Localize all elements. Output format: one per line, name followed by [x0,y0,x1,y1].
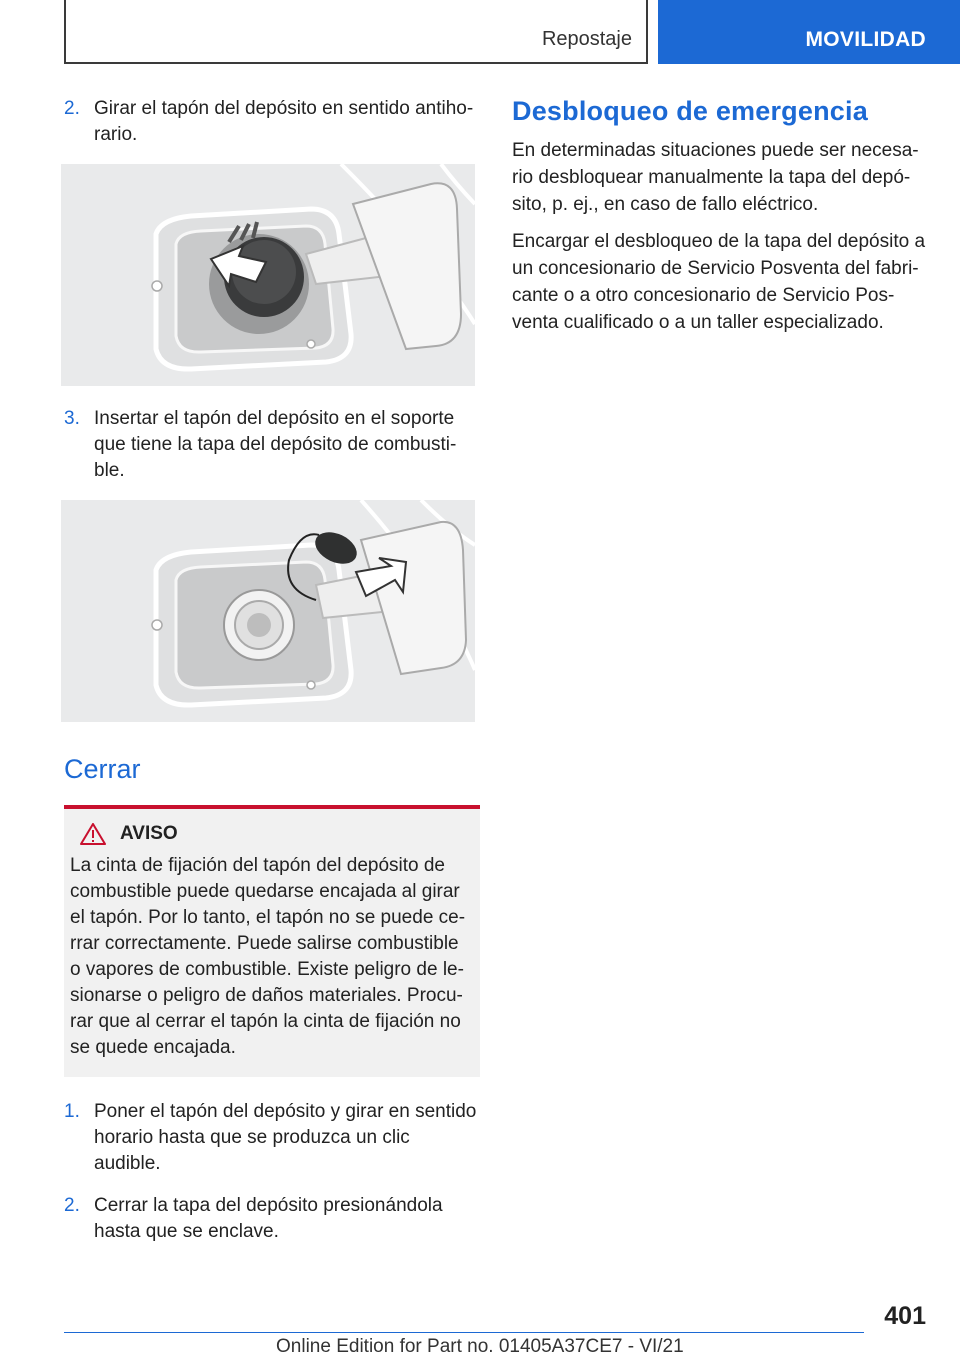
step-text: Girar el tapón del depósito en sentido antiho- rario. [94,98,474,145]
section-heading-emergency: Desbloqueo de emergencia [512,96,868,126]
footer-edition: Online Edition for Part no. 01405A37CE7 - VI/21 [276,1336,684,1357]
step-text: Cerrar la tapa del depósito presionándola hasta que se enclave. [94,1195,443,1242]
step-item [64,1099,480,1177]
step-text: Insertar el tapón del depósito en el soporte que tiene la tapa del depósito de combusti- ble. [94,408,457,481]
paragraph: En determinadas situaciones puede ser necesa- rio desbloquear manualmente la tapa del depó- sito, p. ej., en caso de fallo eléctrico. [512,140,919,215]
warning-box [64,805,480,1077]
page-number: 401 [884,1302,926,1330]
section-title: Repostaje [541,28,632,50]
fuel-cap-turn-drawing [61,164,475,386]
step-number: 2. [64,98,80,119]
header-chapter-tab [658,0,960,64]
fuel-cap-holder-drawing [61,500,475,722]
fuel-cap-turn-illustration [61,164,475,386]
step-number: 1. [64,1101,80,1122]
warning-text: La cinta de fijación del tapón del depósito de combustible puede quedarse encajada al girar el tapón. Por lo tanto, el tapón no se puede ce- rrar correctamente. Puede salirse combustible o vapores de combustible. Existe peligro de le- sionarse o peligro de daños materiales. Procu- rar que al cerrar el tapón la cinta de fijación no se quede encajada. [70,855,466,1058]
step-number: 3. [64,408,80,429]
step-item [64,406,480,484]
fuel-cap-holder-illustration [61,500,475,722]
header-section-tab [64,0,648,64]
warning-header [80,823,474,845]
warning-title: AVISO [120,823,178,844]
left-column [64,96,480,1261]
footer-divider [64,1332,864,1333]
paragraph: Encargar el desbloqueo de la tapa del depósito a un concesionario de Servicio Posventa del fabri- cante o a otro concesionario de Servicio Pos- venta cualificado o a un taller especializado. [512,231,926,333]
step-number: 2. [64,1195,80,1216]
section-heading-cerrar: Cerrar [64,754,141,784]
chapter-title: MOVILIDAD [805,28,926,51]
step-item [64,96,480,148]
step-text: Poner el tapón del depósito y girar en sentido horario hasta que se produzca un clic audible. [94,1101,477,1174]
right-column [512,96,932,346]
step-item [64,1193,480,1245]
warning-triangle-icon [80,823,106,845]
